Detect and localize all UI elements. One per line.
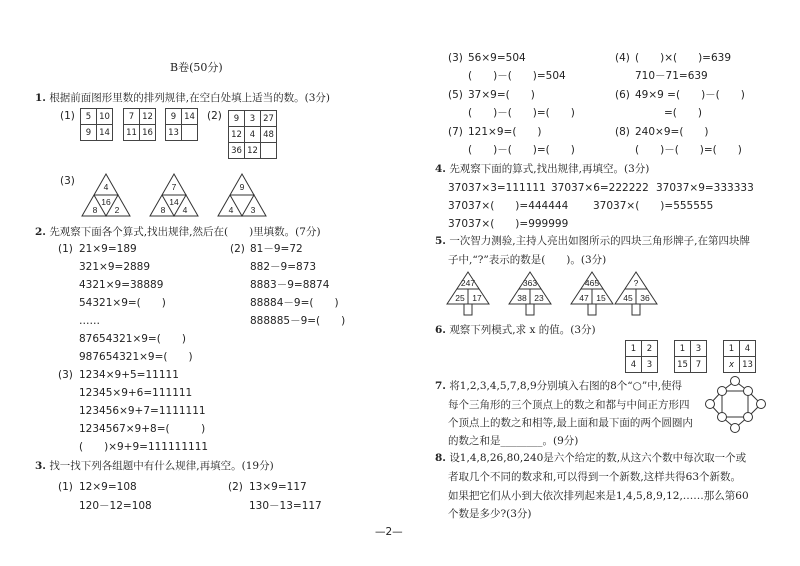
question-text-continued: 个顶点上的数之和相等,最上面和最下面的两个圆圈内 [448,417,693,429]
question-number: 8. [435,452,446,464]
equation: 37037×3=111111 [448,182,546,194]
part-label: (1) [58,243,73,255]
triangle-top: 7 [171,182,177,192]
grid-cell: 1 [675,341,691,357]
grid-cell: 11 [124,125,140,141]
grid-cell: 14 [182,109,198,125]
question-text: 设1,4,8,26,80,240是六个给定的数,从这六个数中每次取一个或 [449,452,747,464]
equation: 1234×9+5=11111 [79,369,179,381]
question-number: 6. [435,324,446,336]
circle-slot[interactable] [731,377,740,386]
equation-blank[interactable]: 37037×( )=555555 [593,200,714,212]
triangle-left: 4 [228,205,234,215]
part-label: (1) [58,481,73,493]
triangle-center: 14 [169,197,179,207]
part-label: (1) [60,110,75,122]
equation-blank[interactable]: 240×9=( ) [635,126,709,138]
tree-sign [571,272,613,315]
question-7 [435,380,682,393]
tree-top-unknown: ? [633,278,639,288]
equation-blank[interactable]: 54321×9=( ) [79,297,166,309]
equation-blank[interactable]: 121×9=( ) [468,126,542,138]
question-text: 将1,2,3,4,5,7,8,9分别填入右图的8个“○”中,使得 [449,380,683,392]
question-5 [435,235,750,248]
equation: 123456×9+7=1111111 [79,405,206,417]
equation-blank[interactable]: ( )－( )=( ) [635,144,742,156]
question-text-continued: 者取几个不同的数求和,可以得到一个新数,这样共得63个新数。 [448,471,742,483]
answer-cell[interactable] [182,125,198,141]
question-number: 4. [435,163,446,175]
grid-cell: 48 [261,127,277,143]
triangle-figure [218,174,266,216]
equation-blank[interactable]: 37×9=( ) [468,89,535,101]
grid-cell: 4 [245,127,261,143]
triangle-figure [82,174,130,216]
equation: 12345×9+6=111111 [79,387,193,399]
equation: 12×9=108 [79,481,137,493]
tree-sign [447,272,489,315]
question-6 [435,324,596,337]
question-number: 7. [435,380,446,392]
equation: 8883－9=8874 [250,279,330,291]
equation-blank[interactable]: =( ) [664,107,702,119]
tree-left: 25 [455,293,465,303]
grid-cell: 27 [261,111,277,127]
equation-blank[interactable]: 49×9 =( )－( ) [635,89,745,101]
tree-right: 23 [534,293,544,303]
part-label: (5) [448,89,463,101]
question-text-continued: 如果把它们从小到大依次排列起来是1,4,5,8,9,12,……那么第60 [448,490,749,502]
equation-blank[interactable]: 88884－9=( ) [250,297,339,309]
equation: 37037×6=222222 [551,182,649,194]
number-grid-3x3 [228,110,277,159]
grid-cell: 3 [691,341,707,357]
circle-slot[interactable] [706,400,715,409]
question-text: 找一找下列各组题中有什么规律,再填空。(19分) [49,460,274,472]
section-title: B卷(50分) [170,61,223,74]
equation: 4321×9=38889 [79,279,164,291]
question-text-continued: 子中,“?”表示的数是( )。(3分) [448,254,607,266]
question-text-continued: 的数之和是________。(9分) [448,435,579,447]
question-4 [435,163,649,176]
grid-cell: 7 [124,109,140,125]
grid-cell: 12 [140,109,156,125]
grid-cell: 4 [740,341,756,357]
grid-cell: 16 [140,125,156,141]
circle-slot[interactable] [731,424,740,433]
equation-blank[interactable]: 888885－9=( ) [250,315,346,327]
triangle-left: 8 [160,205,166,215]
question-text-continued: 每个三角形的三个顶点上的数之和都与中间正方形四 [448,399,690,411]
grid-cell: 1 [626,341,642,357]
question-text: 一次智力测验,主持人亮出如图所示的四块三角形牌子,在第四块牌 [449,235,750,247]
part-label: (7) [448,126,463,138]
equation: 321×9=2889 [79,261,151,273]
question-text-continued: 个数是多少?(3分) [448,508,532,520]
question-number: 2. [35,226,46,238]
equation: 882－9=873 [250,261,317,273]
pattern-grid [674,340,707,373]
equation-blank[interactable]: ( )×( )=639 [635,52,732,64]
question-8 [435,452,746,465]
part-label: (2) [207,110,222,122]
tree-left: 45 [623,293,633,303]
equation: 81－9=72 [250,243,303,255]
triangle-top: 4 [103,182,109,192]
tree-top: 363 [522,278,538,288]
question-number: 3. [35,460,46,472]
grid-cell: 9 [166,109,182,125]
equation: 120－12=108 [79,500,152,512]
equation: 56×9=504 [468,52,526,64]
equation-blank[interactable]: ( )－( )=504 [468,70,566,82]
number-grid [80,108,113,141]
triangle-figures [80,172,280,218]
grid-cell: 5 [81,109,97,125]
part-label: (3) [448,52,463,64]
circle-diagram [703,376,769,434]
ellipsis: …… [79,315,100,327]
tree-top: 247 [460,278,476,288]
question-1 [35,92,330,105]
triangle-right: 3 [250,205,256,215]
grid-cell: 3 [245,111,261,127]
equation: 21×9=189 [79,243,137,255]
grid-cell: 4 [626,357,642,373]
equation-blank[interactable]: ( )－( )=( ) [468,144,575,156]
grid-cell: 9 [81,125,97,141]
grid-cell-x: x [724,357,740,373]
grid-cell: 3 [642,357,658,373]
blank-circles [706,377,766,433]
part-label: (8) [615,126,630,138]
equation-blank[interactable]: 1234567×9+8=( ) [79,423,206,435]
question-text: 先观察下面的算式,找出规律,再填空。(3分) [449,163,650,175]
tree-sign [615,272,657,315]
grid-cell: 15 [675,357,691,373]
grid-cell: 10 [97,109,113,125]
equation-blank[interactable]: 87654321×9=( ) [79,333,186,345]
equation-blank[interactable]: 37037×( )=999999 [448,218,569,230]
number-grid [165,108,198,141]
grid-cell: 14 [97,125,113,141]
part-label: (3) [58,369,73,381]
question-number: 5. [435,235,446,247]
circle-slot[interactable] [718,387,727,396]
grid-cell: 12 [229,127,245,143]
equation-blank[interactable]: ( )－( )=( ) [468,107,575,119]
tree-left: 38 [517,293,527,303]
equation: 710－71=639 [635,70,708,82]
circle-slot[interactable] [757,400,766,409]
grid-cell: 9 [229,111,245,127]
triangle-top: 9 [239,182,245,192]
page-number: —2— [375,526,403,538]
equation-blank[interactable]: ( )×9+9=111111111 [79,441,209,453]
pattern-grid [625,340,658,373]
answer-cell[interactable] [261,143,277,159]
question-text: 根据前面图形里数的排列规律,在空白处填上适当的数。(3分) [49,92,331,104]
tree-left: 47 [579,293,589,303]
question-3 [35,460,274,473]
equation: 37037×9=333333 [656,182,754,194]
tree-right: 15 [596,293,606,303]
tree-right: 17 [472,293,482,303]
equation: 13×9=117 [249,481,307,493]
triangle-center: 16 [101,197,111,207]
equation: 130－13=117 [249,500,322,512]
triangle-right: 2 [114,205,120,215]
question-text: 观察下列模式,求 x 的值。(3分) [449,324,596,336]
circle-slot[interactable] [718,413,727,422]
tree-right: 36 [640,293,650,303]
question-2 [35,226,321,239]
question-number: 1. [35,92,46,104]
question-text: 先观察下面各个算式,找出规律,然后在( )里填数。(7分) [49,226,321,238]
part-label: (6) [615,89,630,101]
number-grid [123,108,156,141]
equation-blank[interactable]: 37037×( )=444444 [448,200,569,212]
tree-top: 465 [584,278,600,288]
tree-figures [445,270,665,325]
grid-cell: 1 [724,341,740,357]
grid-cell: 7 [691,357,707,373]
part-label: (3) [60,175,75,187]
pattern-grid [723,340,756,373]
triangle-figure [150,174,198,216]
triangle-right: 4 [182,205,188,215]
grid-cell: 2 [642,341,658,357]
grid-cell: 36 [229,143,245,159]
part-label: (2) [228,481,243,493]
grid-cell: 13 [740,357,756,373]
circle-slot[interactable] [744,387,753,396]
part-label: (4) [615,52,630,64]
grid-cell: 13 [166,125,182,141]
grid-cell: 12 [245,143,261,159]
tree-sign [509,272,551,315]
equation-blank[interactable]: 987654321×9=( ) [79,351,193,363]
triangle-left: 8 [92,205,98,215]
circle-slot[interactable] [744,413,753,422]
part-label: (2) [230,243,245,255]
